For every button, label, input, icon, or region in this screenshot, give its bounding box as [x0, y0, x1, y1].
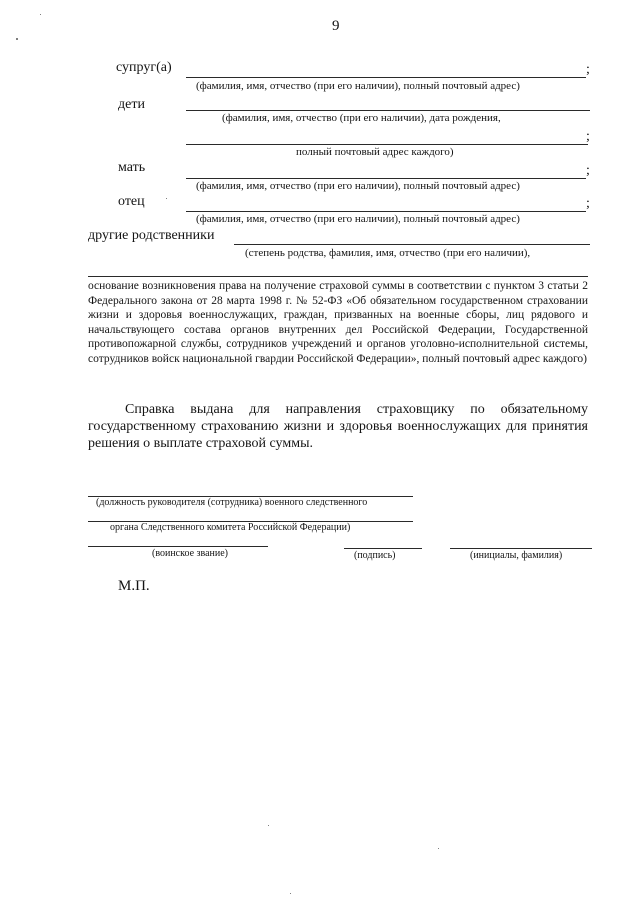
position-caption-1: (должность руководителя (сотрудника) военного следственного [96, 497, 368, 508]
father-caption: (фамилия, имя, отчество (при его наличии), полный почтовый адрес) [196, 213, 520, 225]
spouse-line [186, 77, 586, 78]
other-relatives-caption: (степень родства, фамилия, имя, отчество (при его наличии), [245, 247, 531, 259]
basis-paragraph: основание возникновения права на получение страховой суммы в соответствии с пунктом 3 статьи 2 Федерального закона от 28 марта 1998 г. № 52-ФЗ «Об обязательном государственном страховании жизни и здоровья военнослужащих, граждан, призванных на военные сборы, лиц рядового и начальствующего состава органов внутренних дел Российской Федерации, Государственной противопожарной службы, сотрудников учреждений и органов уголовно-исполнительной системы, сотрудников войск национальной гвардии Российской Федерации», полный почтовый адрес каждого) [88, 280, 588, 365]
children-caption-1: (фамилия, имя, отчество (при его наличии), дата рождения, [222, 112, 501, 124]
name-line [450, 548, 592, 549]
scan-speck [40, 14, 41, 15]
other-relatives-label: другие родственники [88, 228, 215, 243]
children-line-2 [186, 144, 588, 145]
father-line [186, 211, 586, 212]
rank-caption: (воинское звание) [152, 548, 228, 559]
certificate-statement: Справка выдана для направления страховщику по обязательному государственному страхованию жизни и здоровья военнослужащих для принятия решения о выплате страховой суммы. [88, 402, 588, 451]
position-caption-2: органа Следственного комитета Российской Федерации) [110, 522, 351, 533]
spouse-caption: (фамилия, имя, отчество (при его наличии), полный почтовый адрес) [196, 80, 520, 92]
children-end: ; [586, 129, 590, 144]
signature-caption: (подпись) [354, 550, 396, 561]
other-relatives-line-2 [88, 276, 588, 277]
father-end: ; [586, 196, 590, 211]
spouse-label: супруг(а) [116, 60, 172, 75]
mother-label: мать [118, 160, 146, 175]
signature-line [344, 548, 422, 549]
name-caption: (инициалы, фамилия) [470, 550, 563, 561]
father-label: отец [118, 194, 145, 209]
rank-line [88, 546, 268, 547]
children-line-1 [186, 110, 590, 111]
scan-speck [16, 38, 18, 40]
stamp-place: М.П. [118, 578, 150, 594]
mother-end: ; [586, 163, 590, 178]
scan-speck [438, 848, 439, 849]
scan-speck [268, 825, 269, 826]
scan-speck [290, 893, 291, 894]
mother-caption: (фамилия, имя, отчество (при его наличии), полный почтовый адрес) [196, 180, 520, 192]
mother-line [186, 178, 586, 179]
children-label: дети [118, 97, 145, 112]
spouse-end: ; [586, 62, 590, 77]
page-number: 9 [332, 18, 340, 34]
children-caption-2: полный почтовый адрес каждого) [296, 146, 454, 158]
scan-speck [166, 198, 167, 199]
other-relatives-line-1 [234, 244, 590, 245]
